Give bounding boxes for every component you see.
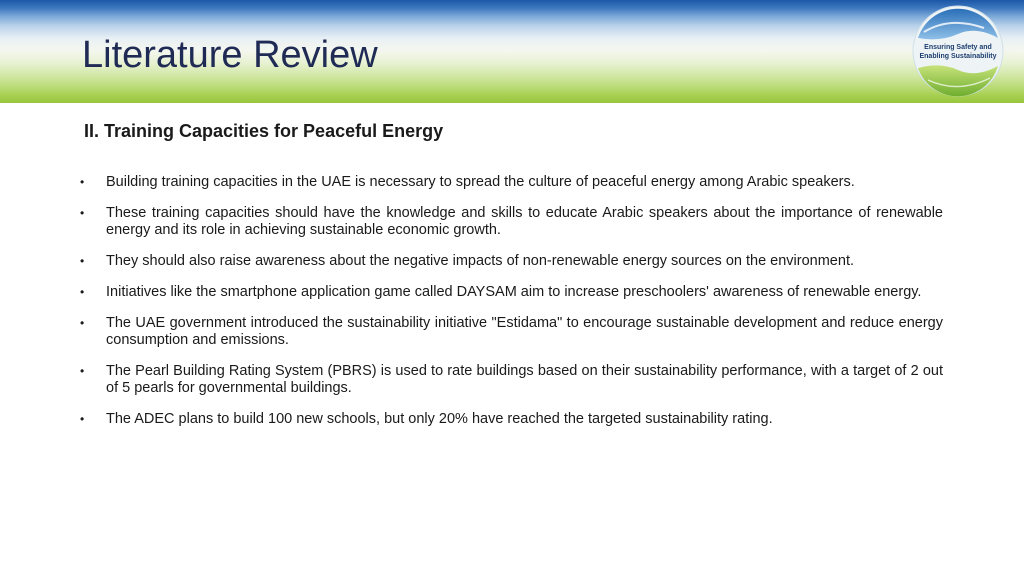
page-title: Literature Review [82, 34, 378, 76]
bullet-list [80, 174, 943, 442]
logo-tagline-line1: Ensuring Safety and [924, 44, 992, 51]
logo [910, 2, 1006, 100]
bullet-text: These training capacities should have the knowledge and skills to educate Arabic speakers about the importance of renewable energy and its role in achieving sustainable economic growth. [106, 205, 943, 238]
bullet-item [80, 174, 943, 191]
bullet-text: The Pearl Building Rating System (PBRS) is used to rate buildings based on their sustainability performance, with a target of 2 out of 5 pearls for governmental buildings. [106, 363, 943, 396]
bullet-text: The UAE government introduced the sustainability initiative "Estidama" to encourage sustainable development and reduce energy consumption and emissions. [106, 315, 943, 348]
bullet-icon: • [80, 175, 85, 189]
bullet-item [80, 411, 943, 428]
bullet-item [80, 284, 943, 301]
logo-tagline [910, 43, 1006, 61]
bullet-icon: • [80, 364, 85, 378]
bullet-icon: • [80, 316, 85, 330]
bullet-icon: • [80, 285, 85, 299]
bullet-text: Initiatives like the smartphone application game called DAYSAM aim to increase preschoolers' awareness of renewable energy. [106, 284, 922, 300]
bullet-icon: • [80, 206, 85, 220]
bullet-icon: • [80, 412, 85, 426]
bullet-text: They should also raise awareness about the negative impacts of non-renewable energy sources on the environment. [106, 253, 854, 269]
bullet-text: The ADEC plans to build 100 new schools, but only 20% have reached the targeted sustainability rating. [106, 411, 773, 427]
bullet-text: Building training capacities in the UAE is necessary to spread the culture of peaceful energy among Arabic speakers. [106, 174, 855, 190]
bullet-item [80, 315, 943, 349]
logo-tagline-line2: Enabling Sustainability [919, 53, 997, 60]
bullet-item [80, 363, 943, 397]
bullet-icon: • [80, 254, 85, 268]
section-heading: II. Training Capacities for Peaceful Energy [84, 121, 444, 141]
bullet-item [80, 205, 943, 239]
bullet-item [80, 253, 943, 270]
